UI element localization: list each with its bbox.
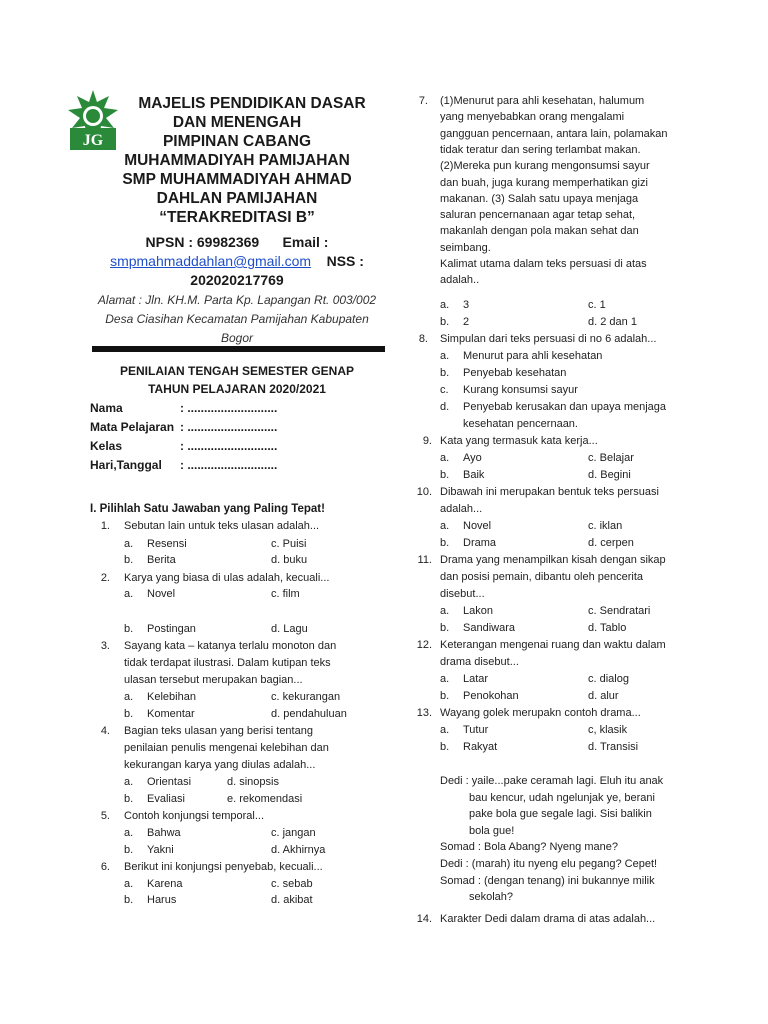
letterhead-line: DAN MENENGAH [172, 114, 302, 131]
option-letter: a. [440, 299, 450, 311]
question-text: Karya yang biasa di ulas adalah, kecuali... [124, 572, 330, 584]
dialog-line: Dedi : (marah) itu nyeng elu pegang? Cepet! [440, 858, 658, 870]
question-text: gangguan pencernaan, antara lain, polamakan [440, 127, 668, 140]
question-number: 1. [100, 520, 110, 532]
option-letter: a. [124, 827, 134, 839]
question-number: 12. [416, 639, 432, 651]
letterhead-line: “TERAKREDITASI B” [159, 209, 315, 226]
question-text: makanlah dengan pola makan sehat dan [440, 225, 639, 238]
question-text: yang menyebabkan orang mengalami [440, 111, 625, 124]
question-text: saluran pencernanaan agar tetap sehat, [440, 209, 636, 222]
option-letter: b. [440, 537, 450, 549]
question-number: 11. [417, 554, 432, 566]
question-number: 14. [416, 913, 432, 925]
option-letter: b. [124, 554, 134, 566]
option-text: Rakyat [463, 741, 498, 753]
address-line: Alamat : Jln. KH.M. Parta Kp. Lapangan Rt. 003/002 [97, 293, 377, 307]
option-text: 3 [463, 299, 470, 311]
option-text-alt: d. alur [588, 690, 619, 702]
option-text-alt: d. Transisi [588, 741, 639, 753]
option-text-alt: d. Akhirnya [271, 844, 326, 856]
question-text: adalah.. [440, 274, 480, 287]
question-text: tidak teratur dan sering terlambat makan. [440, 143, 641, 156]
question-text: (2)Mereka pun kurang mengonsumsi sayur [440, 160, 650, 173]
option-text-alt: c, klasik [588, 724, 628, 736]
option-letter: c. [440, 384, 449, 396]
option-text-alt: d. Lagu [271, 623, 308, 635]
question-text: ulasan tersebut merupakan bagian... [124, 674, 303, 686]
dialog-line: sekolah? [469, 891, 514, 904]
option-text-alt: c. jangan [271, 827, 316, 839]
option-text: Tutur [463, 724, 489, 736]
question-number: 7. [418, 95, 428, 107]
question-text: Sayang kata – katanya terlalu monoton dan [124, 640, 337, 652]
option-text: Baik [463, 469, 485, 481]
question-text: dan buah, juga kurang memperhatikan gizi [440, 176, 648, 189]
field-value: : ........................... [180, 458, 278, 472]
field-hari-tanggal [90, 456, 277, 474]
question-text: (1)Menurut para ahli kesehatan, halumum [440, 95, 645, 107]
question-text: Simpulan dari teks persuasi di no 6 adalah... [440, 333, 657, 345]
option-text: Novel [147, 588, 176, 600]
option-text: Ayo [463, 452, 482, 464]
option-text: Evaliasi [147, 793, 185, 805]
option-letter: a. [440, 673, 450, 685]
letterhead-line: DAHLAN PAMIJAHAN [156, 190, 318, 207]
option-text-alt: c. iklan [588, 520, 623, 532]
option-letter: b. [124, 793, 134, 805]
option-text-alt: c. Sendratari [588, 605, 651, 617]
option-text-alt: c. Belajar [588, 452, 634, 464]
option-letter: a. [440, 724, 450, 736]
question-number: 8. [418, 333, 428, 345]
question-number: 2. [100, 572, 110, 584]
option-text-alt: c. film [271, 588, 300, 600]
question-text: Keterangan mengenai ruang dan waktu dalam [440, 639, 666, 651]
address-line: Desa Ciasihan Kecamatan Pamijahan Kabupaten [105, 312, 369, 326]
option-text: 2 [463, 316, 470, 328]
question-number: 10. [416, 486, 432, 498]
option-text: Orientasi [147, 776, 192, 788]
field-value: : ........................... [180, 439, 278, 453]
option-text: Karena [147, 878, 183, 890]
option-letter: a. [440, 350, 450, 362]
option-letter: a. [124, 588, 134, 600]
option-letter: b. [440, 690, 450, 702]
question-text: Kalimat utama dalam teks persuasi di atas [440, 258, 647, 270]
field-label: Nama [90, 401, 123, 415]
option-letter: b. [440, 741, 450, 753]
option-text: Latar [463, 673, 489, 685]
option-text-alt: c. sebab [271, 878, 313, 890]
option-text: Kurang konsumsi sayur [463, 384, 578, 396]
email-link[interactable]: smpmahmaddahlan@gmail.com [110, 253, 312, 269]
question-text: drama disebut... [440, 656, 519, 668]
option-text: Drama [463, 537, 497, 549]
option-text: kesehatan pencernaan. [463, 418, 578, 430]
option-text-alt: d. Tablo [588, 622, 627, 634]
dialog-line: bau kencur, udah ngelunjak ye, berani [469, 791, 655, 804]
question-text: Berikut ini konjungsi penyebab, kecuali... [124, 861, 323, 873]
option-letter: b. [440, 622, 450, 634]
option-letter: a. [124, 691, 134, 703]
field-nama [90, 399, 277, 417]
question-text: Wayang golek merupakn contoh drama... [440, 707, 641, 719]
field-mata-pelajaran [90, 418, 277, 436]
question-number: 3. [100, 640, 110, 652]
field-kelas [90, 437, 277, 455]
option-text: Yakni [147, 844, 174, 856]
address-line: Bogor [220, 331, 254, 345]
option-text: Kelebihan [147, 691, 196, 703]
letterhead-line: SMP MUHAMMADIYAH AHMAD [122, 171, 352, 188]
question-text: Dibawah ini merupakan bentuk teks persuasi [440, 486, 659, 498]
question-text: Karakter Dedi dalam drama di atas adalah... [440, 913, 656, 925]
question-text: Contoh konjungsi temporal... [124, 810, 265, 822]
field-value: : ........................... [180, 401, 278, 415]
option-text: Berita [147, 554, 176, 566]
email-label: Email : [282, 234, 329, 250]
option-text: Resensi [147, 538, 187, 550]
option-text: Penyebab kerusakan dan upaya menjaga [463, 401, 667, 413]
question-number: 5. [100, 810, 110, 822]
letterhead-line: PIMPINAN CABANG [162, 133, 312, 150]
question-text: tidak terdapat ilustrasi. Dalam kutipan teks [124, 657, 331, 669]
question-text: Sebutan lain untuk teks ulasan adalah... [124, 520, 320, 532]
option-letter: b. [124, 708, 134, 720]
question-text: Bagian teks ulasan yang berisi tentang [124, 725, 313, 737]
dialog-line: Somad : Bola Abang? Nyeng mane? [440, 841, 618, 854]
address-block [92, 291, 382, 348]
option-text: Penyebab kesehatan [463, 367, 567, 379]
option-text-alt: c. dialog [588, 673, 629, 685]
exam-year: TAHUN PELAJARAN 2020/2021 [148, 382, 326, 396]
option-text-alt: c. 1 [588, 299, 606, 311]
npsn-text: NPSN : 69982369 [145, 234, 260, 250]
field-label: Kelas [90, 439, 123, 453]
nss-label: NSS : [326, 253, 364, 269]
option-text-alt: d. Begini [588, 469, 631, 481]
option-text-alt: d. akibat [271, 894, 313, 906]
question-text: seimbang. [440, 241, 491, 254]
question-text: dan posisi pemain, dibantu oleh pencerita [440, 571, 644, 583]
question-number: 13. [416, 707, 432, 719]
option-letter: d. [440, 401, 450, 413]
question-number: 9. [422, 435, 432, 447]
option-text: Penokohan [463, 690, 519, 702]
option-text-alt: c. Puisi [271, 538, 307, 550]
option-letter: b. [440, 316, 450, 328]
nss-value: 202020217769 [190, 272, 284, 288]
option-text: Harus [147, 894, 177, 906]
option-letter: a. [124, 878, 134, 890]
question-number: 6. [100, 861, 110, 873]
option-text-alt: d. cerpen [588, 537, 634, 549]
question-text: disebut... [440, 588, 485, 600]
field-label: Mata Pelajaran [90, 420, 175, 434]
question-number: 4. [100, 725, 110, 737]
option-letter: a. [124, 776, 134, 788]
dialog-line: bola gue! [469, 824, 515, 837]
option-letter: a. [440, 452, 450, 464]
option-letter: b. [440, 469, 450, 481]
option-letter: b. [124, 844, 134, 856]
option-letter: a. [124, 538, 134, 550]
divider [92, 346, 385, 352]
dialog-line: Dedi : yaile...pake ceramah lagi. Eluh itu anak [440, 775, 664, 787]
option-text: Novel [463, 520, 492, 532]
dialog-line: Somad : (dengan tenang) ini bukannye milik [440, 874, 655, 887]
option-text-alt: e. rekomendasi [227, 793, 303, 805]
option-text-alt: d. sinopsis [227, 776, 279, 788]
option-text: Menurut para ahli kesehatan [463, 350, 603, 362]
option-text-alt: c. kekurangan [271, 691, 341, 703]
question-text: Kata yang termasuk kata kerja... [440, 435, 598, 447]
option-text: Komentar [147, 708, 195, 720]
question-text: Drama yang menampilkan kisah dengan sikap [440, 554, 666, 566]
question-text: adalah... [440, 503, 483, 515]
letterhead-line: MUHAMMADIYAH PAMIJAHAN [124, 152, 350, 169]
option-letter: b. [440, 367, 450, 379]
question-text: makanan. (3) Salah satu upaya menjaga [440, 192, 639, 205]
field-label: Hari,Tanggal [90, 458, 162, 472]
option-letter: b. [124, 623, 134, 635]
question-text: penilaian penulis mengenai kelebihan dan [124, 742, 329, 754]
exam-title: PENILAIAN TENGAH SEMESTER GENAP [119, 364, 355, 378]
option-text: Sandiwara [463, 622, 515, 634]
letterhead-line: MAJELIS PENDIDIKAN DASAR [138, 95, 366, 112]
question-text: kekurangan karya yang diulas adalah... [124, 759, 316, 771]
field-value: : ........................... [180, 420, 278, 434]
contact-block [92, 233, 382, 290]
option-letter: a. [440, 605, 450, 617]
option-text: Bahwa [147, 827, 181, 839]
option-text: Postingan [147, 623, 196, 635]
dialog-line: pake bola gue segale lagi. Sisi balikin [469, 808, 652, 821]
option-text-alt: d. 2 dan 1 [588, 316, 637, 328]
option-letter: a. [440, 520, 450, 532]
letterhead [92, 94, 382, 227]
option-text-alt: d. pendahuluan [271, 708, 347, 720]
option-text: Lakon [463, 605, 493, 617]
svg-text:JG: JG [82, 132, 104, 149]
option-text-alt: d. buku [271, 554, 308, 566]
option-letter: b. [124, 894, 134, 906]
section-heading: I. Pilihlah Satu Jawaban yang Paling Tepat! [90, 503, 325, 515]
